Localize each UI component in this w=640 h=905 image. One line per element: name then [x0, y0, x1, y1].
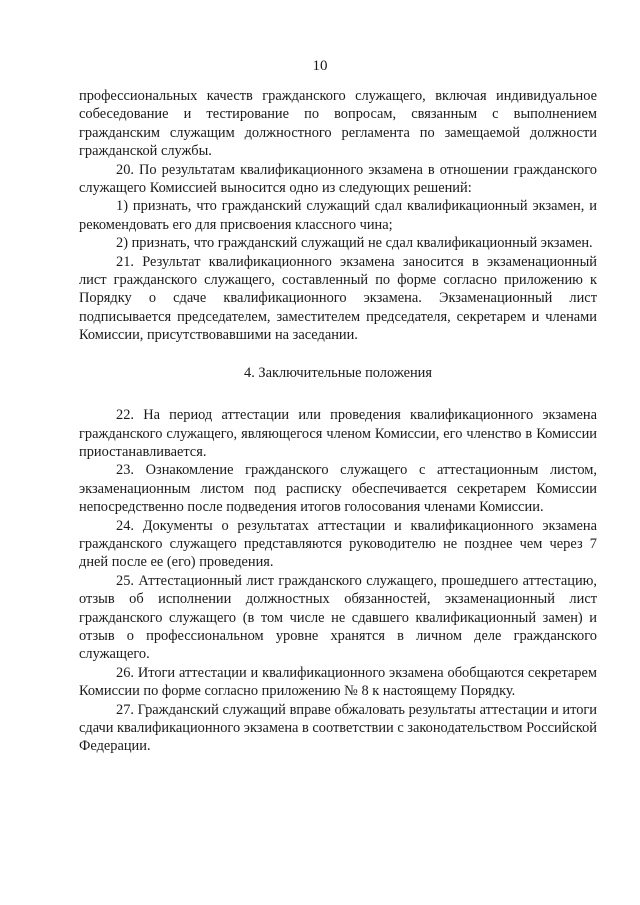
document-body [79, 87, 597, 756]
paragraph-20-item-1: 1) признать, что гражданский служащий сдал квалификационный экзамен, и рекомендовать его для присвоения классного чина; [79, 198, 597, 233]
paragraph-20: 20. По результатам квалификационного экзамена в отношении гражданского служащего Комиссией выносится одно из следующих решений: [79, 161, 597, 197]
paragraph-continuation: профессиональных качеств гражданского служащего, включая индивидуальное собеседование и тестирование по вопросам, связанным с выполнением гражданским служащим должностного регламента по замещаемой должности гражданской службы. [79, 88, 597, 160]
paragraph-20-item-2: 2) признать, что гражданский служащий не сдал квалификационный экзамен. [116, 235, 593, 252]
paragraph-24: 24. Документы о результатах аттестации и квалификационного экзамена гражданского служащего представляются руководителю не позднее чем через 7 дней после ее (его) проведения. [79, 517, 597, 571]
paragraph-25: 25. Аттестационный лист гражданского служащего, прошедшего аттестацию, отзыв об исполнении должностных обязанностей, экзаменационный лист гражданского служащего (в том числе не сдавшего квалификационный замен) и отзыв о профессиональном уровне хранятся в личном деле гражданского служащего. [79, 572, 597, 663]
paragraph-23: 23. Ознакомление гражданского служащего с аттестационным листом, экзаменационным листом под расписку обеспечивается секретарем Комиссии непосредственно после подведения итогов голосования членами Комиссии. [79, 462, 597, 516]
paragraph-26: 26. Итоги аттестации и квалификационного экзамена обобщаются секретарем Комиссии по форме согласно приложению № 8 к настоящему Порядку. [79, 664, 597, 700]
section-heading: 4. Заключительные положения [244, 364, 432, 381]
paragraph-27: 27. Гражданский служащий вправе обжаловать результаты аттестации и итоги сдачи квалификационного экзамена в соответствии с законодательством Российской Федерации. [79, 701, 597, 755]
paragraph-22: 22. На период аттестации или проведения квалификационного экзамена гражданского служащего, являющегося членом Комиссии, его членство в Комиссии приостанавливается. [79, 407, 597, 460]
page-number: 10 [312, 58, 328, 74]
paragraph-21: 21. Результат квалификационного экзамена заносится в экзаменационный лист гражданского служащего, составленный по форме согласно приложению к Порядку о сдаче квалификационного экзамена. Экзаменационный лист подписывается председателем, заместителем председателя, секретарем и членами Комиссии, присутствовавшими на заседании. [79, 253, 597, 344]
